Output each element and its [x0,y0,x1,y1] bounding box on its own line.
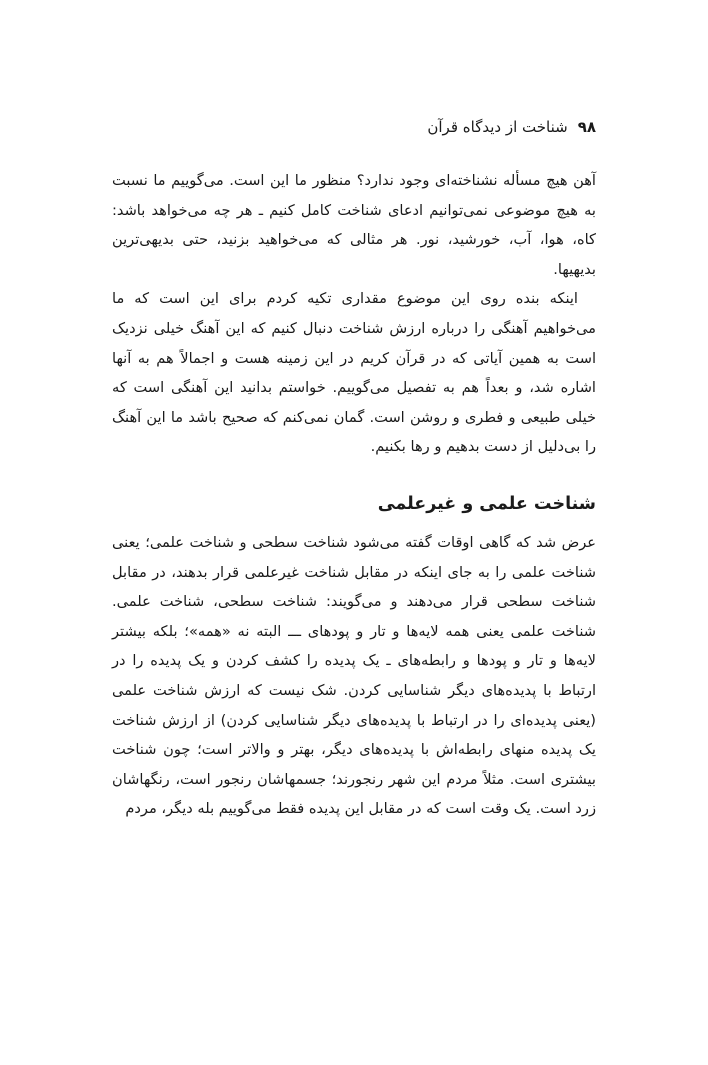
paragraph-intro-1: آهن هیچ مسأله نشناخته‌ای وجود ندارد؟ منظور ما این است. می‌گوییم ما نسبت به هیچ موضوعی نمی‌توانیم ادعای شناخت کامل کنیم ـ هر چه می‌خواهد باشد: کاه، هوا، آب، خورشید، نور. هر مثالی که می‌خواهید بزنید، حتی بدیهی‌ترین بدیهیها. [112,172,596,278]
section-paragraph: عرض شد که گاهی اوقات گفته می‌شود شناخت سطحی و شناخت علمی؛ یعنی شناخت علمی را به جای اینکه در مقابل شناخت غیرعلمی قرار بدهند، در مقابل شناخت سطحی قرار می‌دهند و می‌گویند: شناخت سطحی، شناخت علمی. شناخت علمی یعنی همه لایه‌ها و تار و پودهای ـــ البته نه «همه»؛ بلکه بیشتر لایه‌ها و تار و پودها و رابطه‌های ـ یک پدیده را کشف کردن و یک پدیده را در ارتباط با پدیده‌های دیگر شناسایی کردن. شک نیست که ارزش شناخت علمی (یعنی پدیده‌ای را در ارتباط با پدیده‌های دیگر شناسایی کردن) از ارزش شناخت یک پدیده منهای رابطه‌اش با پدیده‌های دیگر، بهتر و والاتر است؛ چون شناخت بیشتری است. مثلاً مردم این شهر رنجورند؛ جسمهاشان رنجور است، رنگهاشان زرد است. یک وقت است که در مقابل این پدیده فقط می‌گوییم بله دیگر، مردم [112,533,596,818]
page-header [112,118,596,148]
paragraph-intro-2: اینکه بنده روی این موضوع مقداری تکیه کردم برای این است که ما می‌خواهیم آهنگی را درباره ارزش شناخت دنبال کنیم که این آهنگ خیلی نزدیک است به همین آیاتی که در قرآن کریم در این زمینه هست و اجمالاً هم به آنها اشاره شد، و بعداً هم به تفصیل می‌گوییم. خواستم بدانید این آهنگی است که خیلی طبیعی و فطری و روشن است. گمان نمی‌کنم که صحیح باشد ما این آهنگ را بی‌دلیل از دست بدهیم و رها بکنیم. [112,290,596,456]
page-body [112,166,596,824]
running-title: شناخت از دیدگاه قرآن [427,118,568,136]
section-heading: شناخت علمی و غیرعلمی [377,493,596,514]
page-number: ۹۸ [577,118,596,136]
